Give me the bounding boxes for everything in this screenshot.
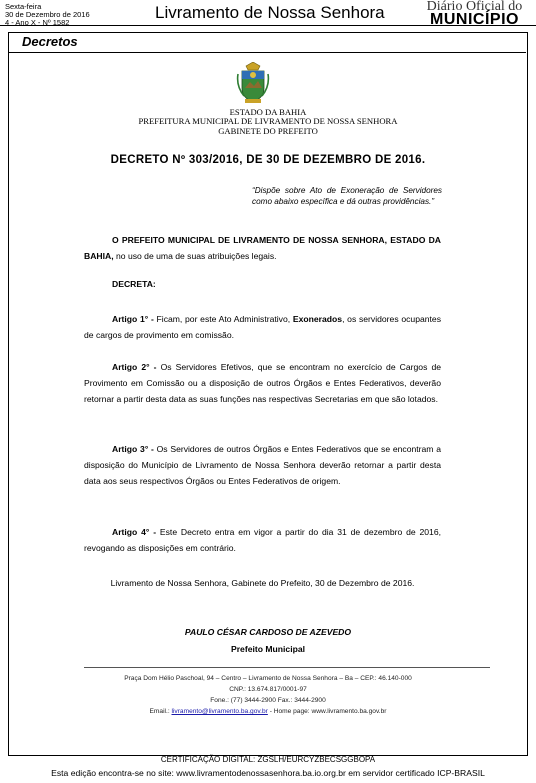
article-2-text: Os Servidores Efetivos, que se encontram no exercício de Cargos de Provimento em Comissão ou a disposição de outros Órgãos e Entes Federativos, deverão retornar a partir desta data as suas funções nas respectivas Secretarias em que são lotados. (84, 362, 442, 404)
footer-cnpj: CNP.: 13.674.817/0001-97 (229, 686, 307, 693)
digital-certification: CERTIFICAÇÃO DIGITAL: ZGSLH/EURCYZBECSGGBOPA (160, 755, 376, 764)
footer-address: Praça Dom Hélio Paschoal, 94 – Centro – Livramento de Nossa Senhora – Ba – CEP.: 46.140-000 (124, 675, 412, 682)
article-2-label: Artigo 2° - (112, 362, 157, 372)
signer-name: PAULO CÉSAR CARDOSO DE AZEVEDO (184, 627, 352, 637)
place-date: Livramento de Nossa Senhora, Gabinete do Prefeito, 30 de Dezembro de 2016. (110, 578, 415, 588)
brand-top: Diário Oficial do (426, 0, 523, 14)
edition-number: 4 - Ano X - Nº 1582 (5, 18, 70, 27)
decree-summary: “Dispõe sobre Ato de Exoneração de Servidores como abaixo específica e dá outras providências.” (252, 186, 442, 206)
email-label: Email.: (149, 708, 172, 715)
section-bar (8, 32, 526, 53)
section-title: Decretos (22, 34, 78, 49)
preamble-bold: O PREFEITO MUNICIPAL DE LIVRAMENTO DE NOSSA SENHORA, ESTADO DA BAHIA, (84, 235, 441, 261)
issue-date: 30 de Dezembro de 2016 (5, 10, 90, 19)
article-1-text-a: Ficam, por este Ato Administrativo, (153, 314, 293, 324)
diario-oficial-logo (417, 0, 532, 27)
article-4-label: Artigo 4° - (112, 527, 157, 537)
article-1-text-b: , os servidores ocupantes de cargos de provimento em comissão. (84, 314, 441, 340)
article-3-label: Artigo 3° - (112, 444, 154, 454)
footer-phone: Fone.: (77) 3444-2900 Fax.: 3444-2900 (210, 697, 326, 704)
decreta-paragraph (84, 276, 441, 292)
article-1-bold: Exonerados (292, 314, 343, 324)
article-3 (84, 441, 441, 489)
edition-info (5, 3, 90, 27)
coat-of-arms-icon (236, 62, 270, 104)
office-name: GABINETE DO PREFEITO (218, 126, 318, 136)
homepage-text: - Home page: www.livramento.ba.gov.br (267, 708, 387, 715)
city-hall-name: PREFEITURA MUNICIPAL DE LIVRAMENTO DE NOSSA SENHORA (138, 116, 398, 126)
article-2 (84, 359, 441, 407)
state-name: ESTADO DA BAHIA (229, 107, 307, 117)
municipality-title: Livramento de Nossa Senhora (155, 3, 385, 22)
email-link[interactable]: livramento@livramento.ba.gov.br (171, 708, 268, 715)
decreta-label: DECRETA: (112, 279, 156, 289)
article-1 (84, 311, 441, 343)
decree-title: DECRETO Nº 303/2016, DE 30 DE DEZEMBRO DE 2016. (110, 154, 426, 166)
article-1-label: Artigo 1° - (112, 314, 154, 324)
header-divider (0, 25, 536, 26)
footer-divider (84, 667, 490, 668)
article-4 (84, 524, 441, 556)
signer-role: Prefeito Municipal (230, 644, 305, 654)
brand-main: MUNICÍPIO (430, 11, 519, 28)
preamble (84, 232, 441, 264)
article-4-text: Este Decreto entra em vigor a partir do dia 31 de dezembro de 2016, revogando as disposições em contrário. (84, 527, 441, 553)
weekday: Sexta-feira (5, 2, 42, 11)
footer-contact (0, 707, 536, 718)
preamble-rest: no uso de uma de suas atribuições legais. (113, 251, 277, 261)
edition-note: Esta edição encontra-se no site: www.livramentodenossasenhora.ba.io.org.br em servidor certificado ICP-BRASIL (51, 768, 485, 778)
article-3-text: Os Servidores de outros Órgãos e Entes Federativos que se encontram a disposição do Município de Livramento de Nossa Senhora deverão retornar a partir desta data aos seus respectivos Órgãos ou Entes Federativos de origem. (84, 444, 441, 486)
